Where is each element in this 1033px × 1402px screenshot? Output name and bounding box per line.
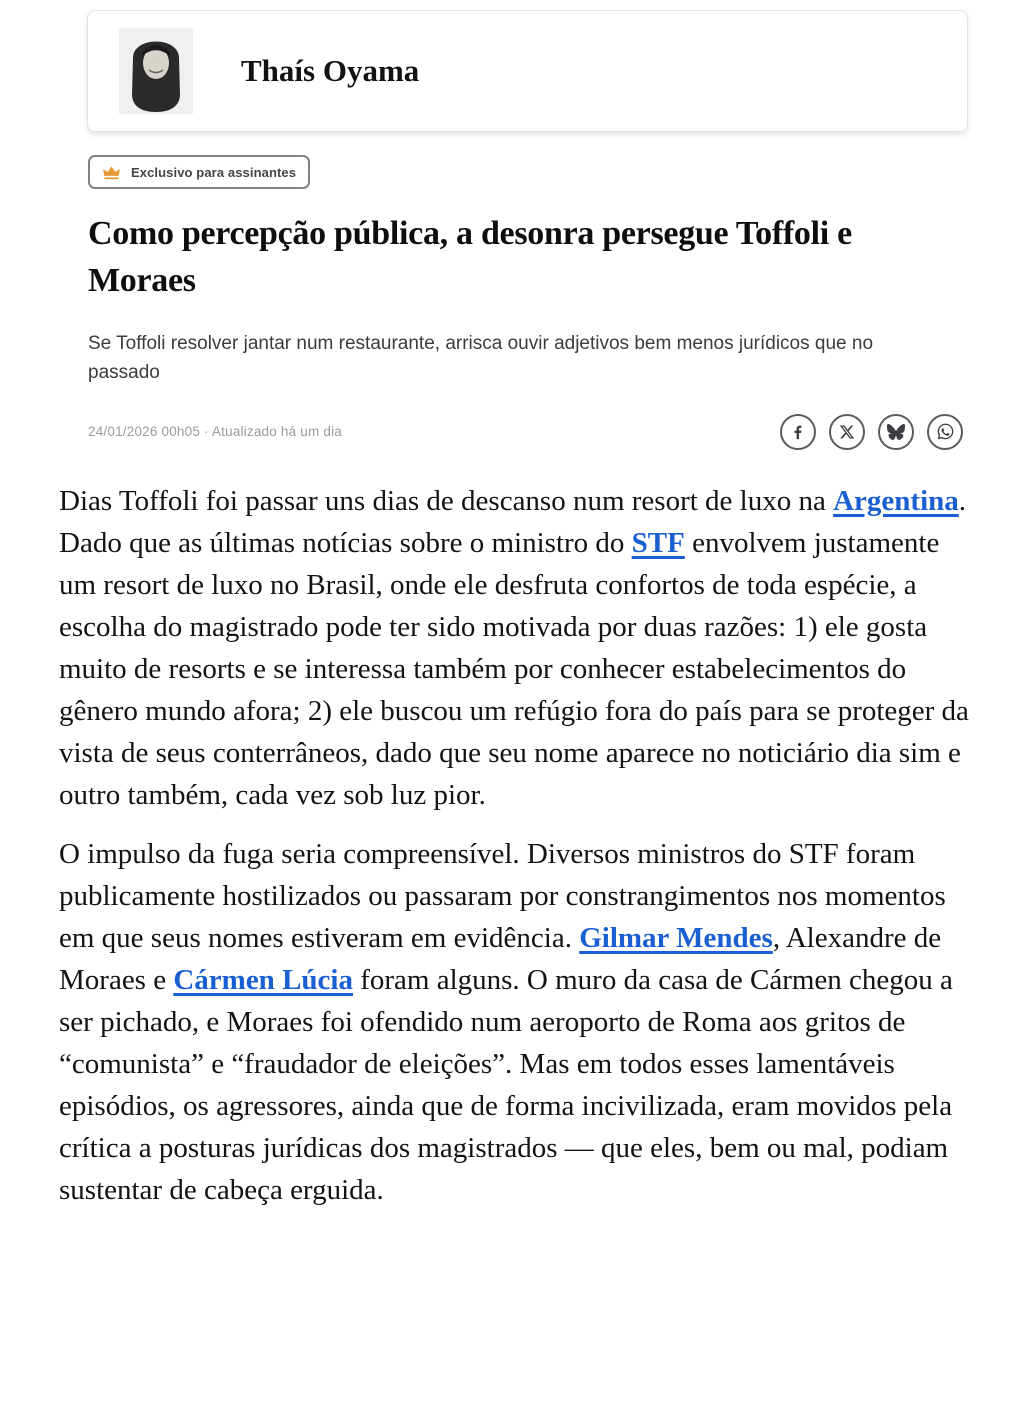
inline-link[interactable]: Gilmar Mendes: [579, 922, 773, 955]
share-whatsapp-button[interactable]: [927, 414, 963, 450]
facebook-icon: [789, 423, 807, 441]
inline-link[interactable]: Cármen Lúcia: [173, 964, 353, 997]
whatsapp-icon: [936, 422, 955, 441]
inline-link[interactable]: STF: [631, 526, 685, 559]
meta-row: [88, 414, 963, 450]
publish-date: 24/01/2026 00h05 · Atualizado há um dia: [88, 424, 342, 440]
subscriber-badge-label: Exclusivo para assinantes: [131, 164, 297, 180]
share-bluesky-button[interactable]: [878, 414, 914, 450]
article-paragraph: O impulso da fuga seria compreensível. Diversos ministros do STF foram publicamente hostilizados ou passaram por constrangimentos nos momentos em que seus nomes estiveram em evidência. Gilmar Mendes, Alexandre de Moraes e Cármen Lúcia foram alguns. O muro da casa de Cármen chegou a ser pichado, e Moraes foi ofendido num aeroporto de Roma aos gritos de “comunista” e “fraudador de eleições”. Mas em todos esses lamentáveis episódios, os agressores, ainda que de forma incivilizada, eram movidos pela crítica a posturas jurídicas dos magistrados — que eles, bem ou mal, podiam sustentar de cabeça erguida.: [59, 838, 953, 1207]
author-card: [87, 10, 968, 132]
headline: Como percepção pública, a desonra persegue Toffoli e Moraes: [88, 215, 852, 299]
share-bar: [780, 414, 963, 450]
bluesky-icon: [887, 423, 905, 441]
share-facebook-button[interactable]: [780, 414, 816, 450]
share-x-button[interactable]: [829, 414, 865, 450]
article-body: [59, 480, 971, 1212]
x-icon: [839, 424, 855, 440]
author-name[interactable]: Thaís Oyama: [241, 53, 420, 88]
author-avatar[interactable]: [119, 28, 193, 114]
article-paragraph: Dias Toffoli foi passar uns dias de descanso num resort de luxo na Argentina. Dado que as últimas notícias sobre o ministro do STF envolvem justamente um resort de luxo no Brasil, onde ele desfruta confortos de toda espécie, a escolha do magistrado pode ter sido motivada por duas razões: 1) ele gosta muito de resorts e se interessa também por conhecer estabelecimentos do gênero mundo afora; 2) ele buscou um refúgio fora do país para se proteger da vista de seus conterrâneos, dado que seu nome aparece no noticiário dia sim e outro também, cada vez sob luz pior.: [59, 484, 969, 812]
inline-link[interactable]: Argentina: [833, 484, 959, 517]
subtitle: Se Toffoli resolver jantar num restaurante, arrisca ouvir adjetivos bem menos jurídicos que no passado: [88, 332, 874, 384]
crown-icon: [101, 163, 122, 181]
subscriber-badge: [88, 155, 310, 189]
